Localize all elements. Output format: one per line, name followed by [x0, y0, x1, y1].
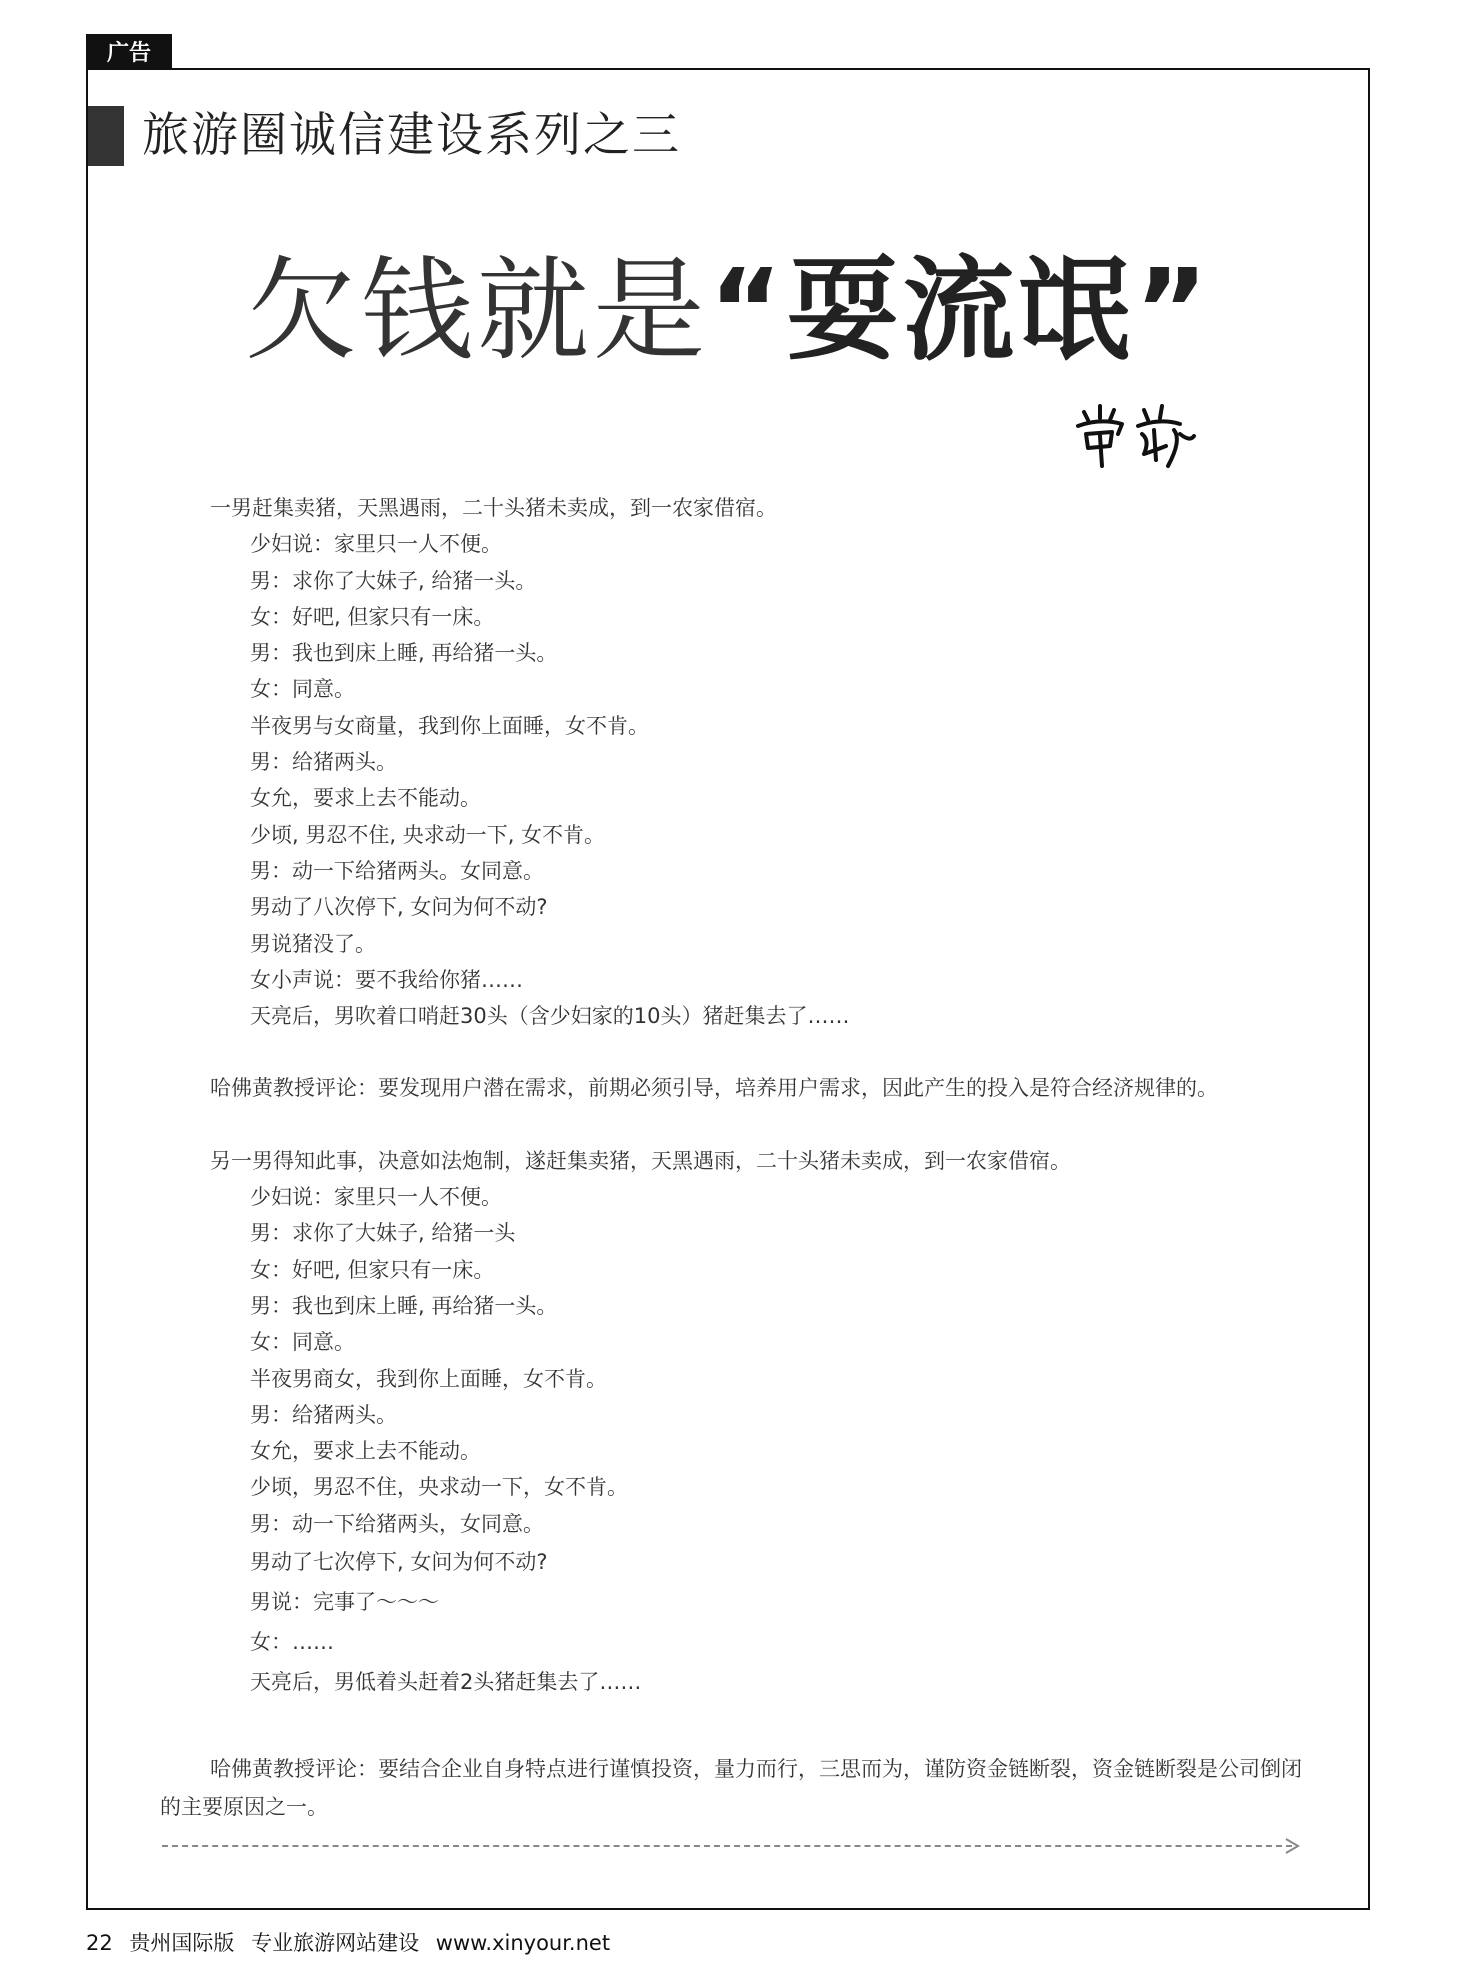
body-line: 女允，要求上去不能动。 — [250, 786, 481, 811]
footer-url[interactable]: www.xinyour.net — [435, 1931, 611, 1955]
page-footer — [86, 1927, 620, 1957]
body-line: 女：好吧, 但家只有一床。 — [250, 1257, 495, 1282]
body-line: 男动了八次停下, 女问为何不动? — [250, 895, 548, 920]
body-line: 另一男得知此事，决意如法炮制，遂赶集卖猪，天黑遇雨，二十头猪未卖成，到一农家借宿。 — [210, 1148, 1071, 1173]
body-line: 男：我也到床上睡, 再给猪一头。 — [250, 641, 558, 666]
body-line: 女：…… — [250, 1630, 334, 1655]
body-line: 男：给猪两头。 — [250, 1402, 397, 1427]
body-line: 半夜男商女，我到你上面睡，女不肯。 — [250, 1366, 607, 1391]
body-line: 一男赶集卖猪，天黑遇雨，二十头猪未卖成，到一农家借宿。 — [210, 496, 777, 520]
body-line: 女允，要求上去不能动。 — [250, 1439, 481, 1464]
dashed-divider — [162, 1845, 1292, 1847]
article-title — [0, 246, 1457, 376]
body-line: 女：同意。 — [250, 1330, 355, 1355]
title-main: 欠钱就是 — [244, 246, 709, 376]
body-line: 女小声说：要不我给你猪…… — [250, 967, 523, 992]
body-line: 半夜男与女商量，我到你上面睡，女不肯。 — [250, 713, 649, 738]
body-line: 天亮后，男低着头赶着2头猪赶集去了…… — [250, 1670, 642, 1695]
ad-label: 广告 — [86, 34, 172, 68]
body-line: 男动了七次停下, 女问为何不动? — [250, 1550, 548, 1575]
page-number: 22 — [86, 1931, 113, 1955]
author-signature — [1070, 400, 1200, 470]
body-line: 女：同意。 — [250, 677, 355, 702]
body-line: 少妇说：家里只一人不便。 — [250, 1185, 502, 1210]
body-line: 少顷，男忍不住，央求动一下，女不肯。 — [250, 1475, 628, 1500]
series-marker-bar — [88, 106, 124, 166]
body-line: 少顷, 男忍不住, 央求动一下, 女不肯。 — [250, 822, 606, 847]
body-line: 男：动一下给猪两头。女同意。 — [250, 858, 544, 883]
body-line: 男：动一下给猪两头，女同意。 — [250, 1511, 544, 1536]
body-line: 男：求你了大妹子, 给猪一头。 — [250, 568, 537, 593]
body-line: 少妇说：家里只一人不便。 — [250, 532, 502, 557]
article-body — [210, 490, 1310, 1702]
comment-line: 哈佛黄教授评论：要发现用户潜在需求，前期必须引导，培养用户需求，因此产生的投入是符合经济规律的。 — [210, 1076, 1218, 1101]
body-line: 男说：完事了～～～ — [250, 1590, 439, 1615]
body-line: 男：求你了大妹子, 给猪一头 — [250, 1221, 516, 1246]
arrow-right-icon — [1282, 1836, 1302, 1856]
body-line: 男：给猪两头。 — [250, 750, 397, 775]
series-title: 旅游圈诚信建设系列之三 — [142, 108, 681, 163]
closing-comment: 哈佛黄教授评论：要结合企业自身特点进行谨慎投资，量力而行，三思而为，谨防资金链断裂，资金链断裂是公司倒闭的主要原因之一。 — [160, 1757, 1302, 1819]
title-quoted: “耍流氓” — [708, 246, 1213, 376]
body-line: 女：好吧, 但家只有一床。 — [250, 604, 495, 629]
magazine-name: 贵州国际版 — [129, 1931, 235, 1955]
body-line: 男：我也到床上睡, 再给猪一头。 — [250, 1293, 558, 1318]
footer-slogan: 专业旅游网站建设 — [251, 1931, 420, 1955]
body-line: 天亮后，男吹着口哨赶30头（含少妇家的10头）猪赶集去了…… — [250, 1004, 850, 1029]
body-line: 男说猪没了。 — [250, 931, 376, 956]
